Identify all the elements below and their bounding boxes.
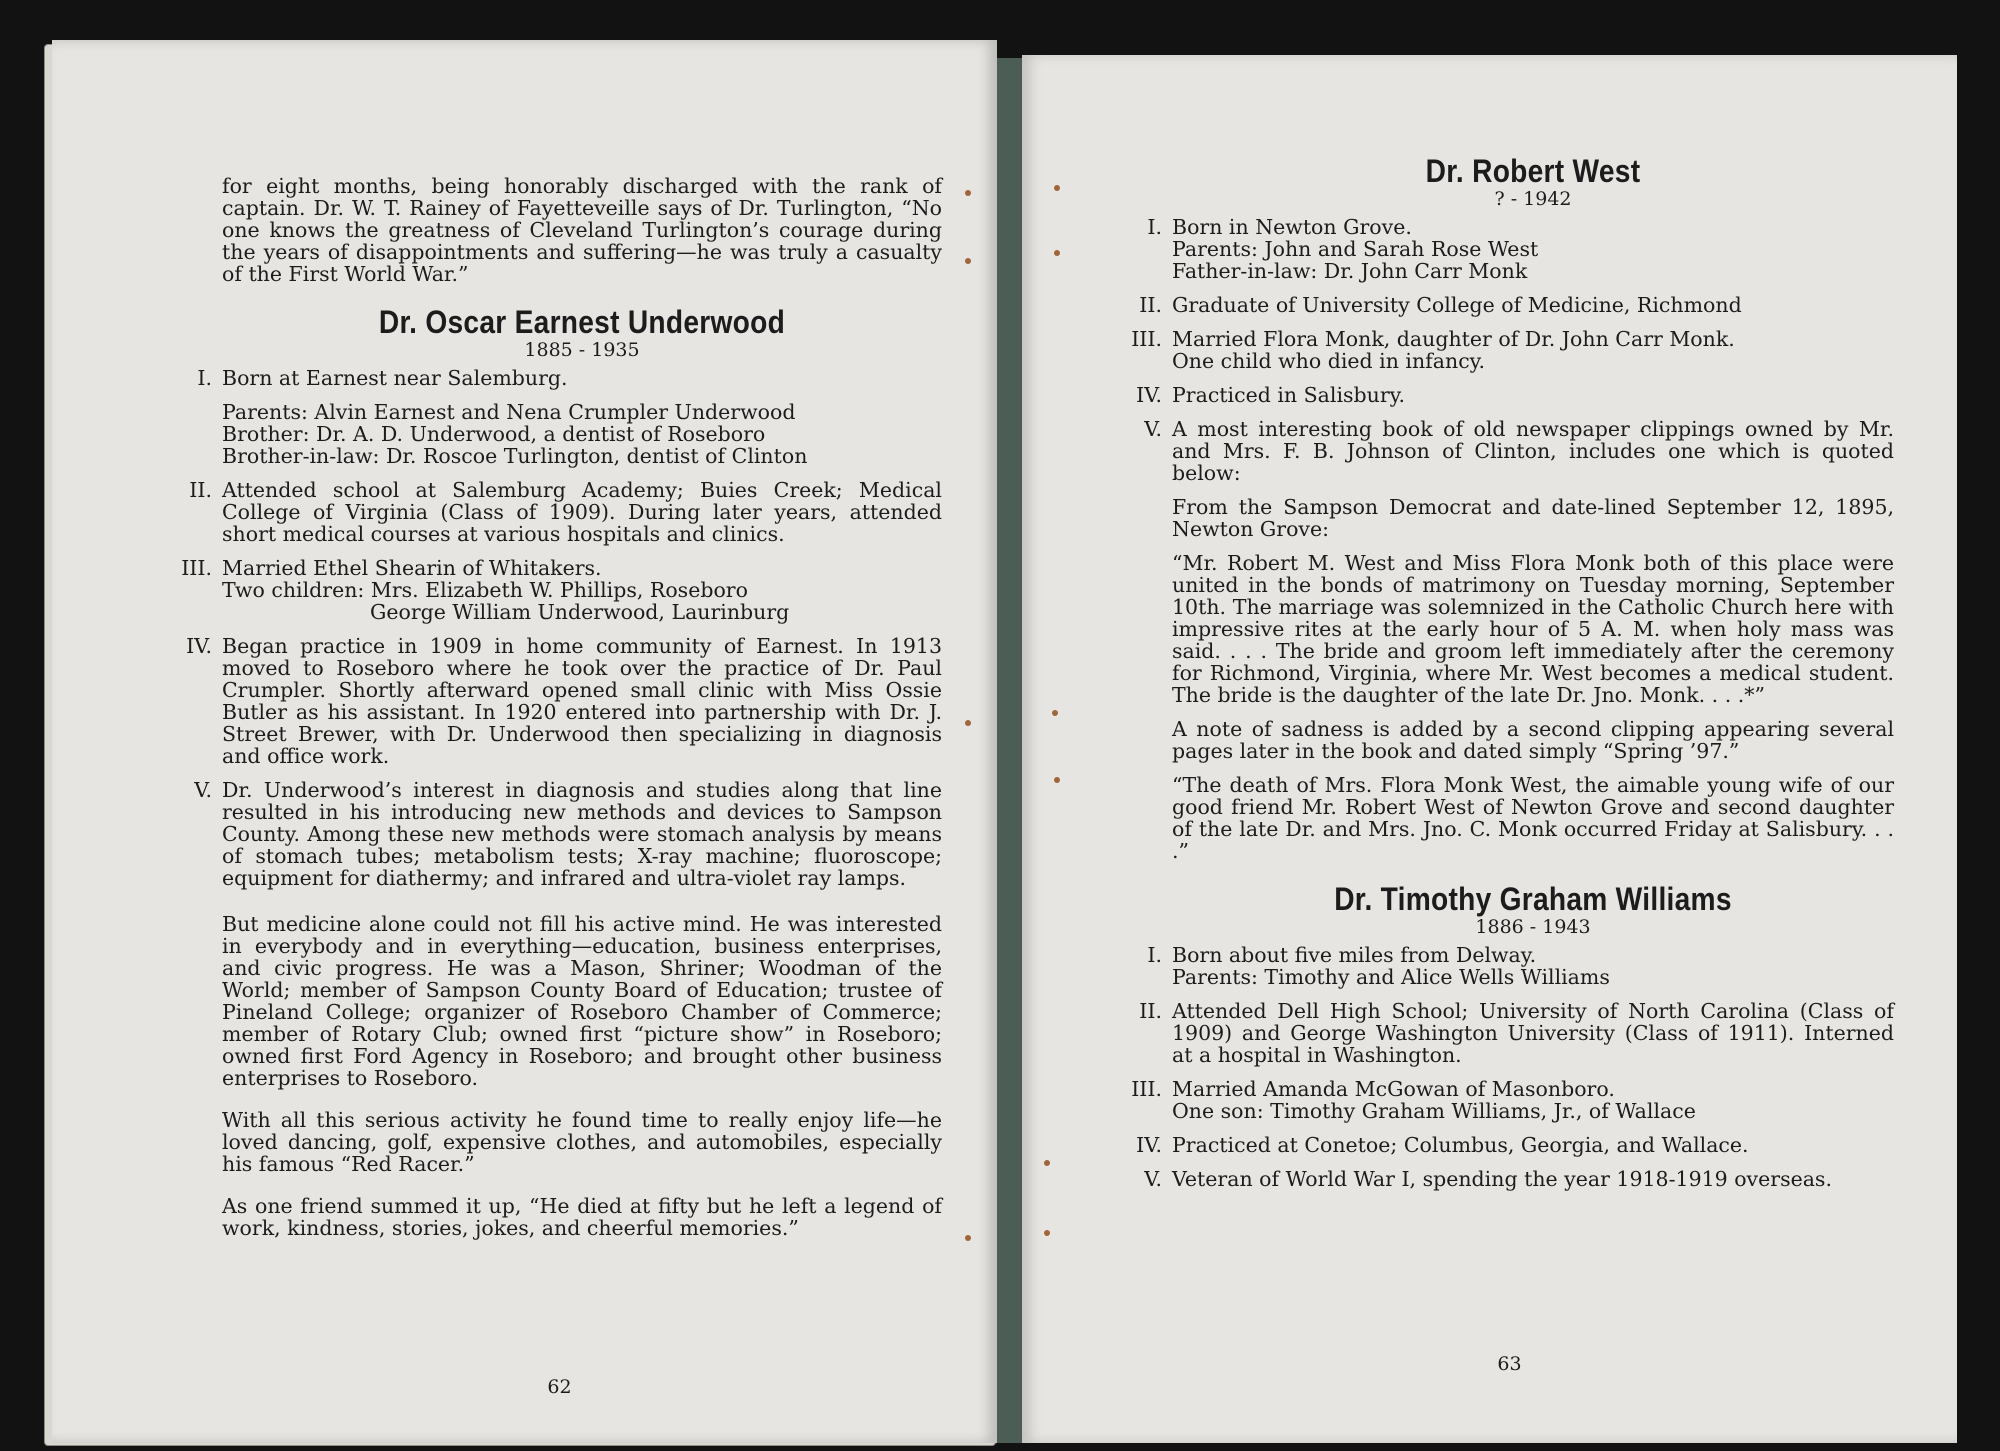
item-text: Began practice in 1909 in home community of Earnest. In 1913 moved to Roseboro where he took over the practice of Dr. Paul Crumpler. Shortly afterward opened small clinic with Miss Ossie Butler as his assistant. In 1920 entered into partnership with Dr. J. Street Brewer, with Dr. Underwood then specializing in diagnosis and office work. (222, 634, 942, 768)
item-number: I. (197, 366, 212, 390)
intro-paragraph: for eight months, being honorably discharged with the rank of captain. Dr. W. T. Rainey of Fayetteveille says of Dr. Turlington, “No one knows the greatness of Cleveland Turlington’s courage during the years of disappointments and suffering—he was truly a casualty of the First World War.” (222, 174, 942, 286)
clipping-paragraph: From the Sampson Democrat and date-lined September 12, 1895, Newton Grove: (1172, 495, 1894, 541)
item-line: Born at Earnest near Salemburg. (222, 366, 568, 390)
section-heading: Dr. Oscar Earnest Underwood (378, 304, 786, 340)
list-item (1144, 1167, 1894, 1191)
item-number: II. (189, 478, 212, 502)
item-number: III. (1131, 1077, 1162, 1101)
item-number: I. (1147, 215, 1162, 239)
list-item (197, 366, 942, 390)
clipping-paragraph: “The death of Mrs. Flora Monk West, the aimable young wife of our good friend Mr. Robert West of Newton Grove and second daughter of the late Dr. and Mrs. Jno. C. Monk occurred Friday at Salisbury. . . .” (1172, 773, 1894, 863)
item-line: Married Ethel Shearin of Whitakers. (222, 556, 602, 580)
item-line: Born about five miles from Delway. (1172, 943, 1537, 967)
item-number: II. (1139, 293, 1162, 317)
item-line: Born in Newton Grove. (1172, 215, 1412, 239)
item-line: Parents: Alvin Earnest and Nena Crumpler Underwood (222, 400, 796, 424)
page-number: 62 (547, 1376, 572, 1398)
item-line: Parents: John and Sarah Rose West (1172, 237, 1539, 261)
life-years: ? - 1942 (1494, 188, 1572, 210)
item-number: I. (1147, 943, 1162, 967)
margin-mark (1054, 185, 1060, 191)
body-paragraph: With all this serious activity he found time to really enjoy life—he loved dancing, golf, expensive clothes, and automobiles, especially his famous “Red Racer.” (222, 1108, 942, 1176)
margin-mark (1044, 1230, 1050, 1236)
list-item (181, 556, 942, 624)
clipping-paragraph: “Mr. Robert M. West and Miss Flora Monk both of this place were united in the bonds of matrimony on Tuesday morning, September 10th. The marriage was solemnized in the Catholic Church here with impressive rites at the early hour of 5 A. M. when holy mass was said. . . . The bride and groom left immediately after the ceremony for Richmond, Virginia, where Mr. West becomes a medical student. The bride is the daughter of the late Dr. Jno. Monk. . . .*” (1172, 551, 1894, 707)
life-years: 1885 - 1935 (524, 339, 640, 361)
item-line: One child who died in infancy. (1172, 349, 1486, 373)
item-number: IV. (186, 634, 212, 658)
margin-mark (965, 190, 971, 196)
list-item (1131, 1077, 1894, 1123)
item-line: Practiced in Salisbury. (1172, 383, 1406, 407)
margin-mark (965, 258, 971, 264)
item-line: Father-in-law: Dr. John Carr Monk (1172, 259, 1528, 283)
item-line: Graduate of University College of Medicine, Richmond (1172, 293, 1742, 317)
item-number: V. (194, 778, 212, 802)
margin-mark (1052, 710, 1058, 716)
list-item (1139, 999, 1894, 1067)
clipping-paragraph: A note of sadness is added by a second clipping appearing several pages later in the book and dated simply “Spring ’97.” (1172, 717, 1894, 763)
right-page-content (1131, 153, 1894, 1202)
list-item (1136, 383, 1894, 407)
item-line: Two children: Mrs. Elizabeth W. Phillips, Roseboro (222, 578, 748, 602)
life-years: 1886 - 1943 (1475, 916, 1591, 938)
item-number: IV. (1136, 1133, 1162, 1157)
left-page (52, 40, 997, 1443)
margin-mark (1054, 250, 1060, 256)
list-item (1144, 417, 1894, 485)
item-line: Married Amanda McGowan of Masonboro. (1172, 1077, 1615, 1101)
section-heading: Dr. Robert West (1425, 153, 1641, 189)
list-item (186, 634, 942, 768)
margin-mark (1044, 1160, 1050, 1166)
item-line: Practiced at Conetoe; Columbus, Georgia, and Wallace. (1172, 1133, 1749, 1157)
item-line: Parents: Timothy and Alice Wells Williams (1172, 965, 1610, 989)
list-item (189, 478, 942, 546)
item-number: III. (1131, 327, 1162, 351)
list-item (1147, 943, 1894, 989)
list-item (1139, 293, 1894, 317)
margin-mark (1054, 777, 1060, 783)
item-line: George William Underwood, Laurinburg (370, 600, 790, 624)
item-number: II. (1139, 999, 1162, 1023)
item-text: A most interesting book of old newspaper clippings owned by Mr. and Mrs. F. B. Johnson of Clinton, includes one which is quoted below: (1172, 417, 1894, 485)
item-line: Brother: Dr. A. D. Underwood, a dentist of Roseboro (222, 422, 766, 446)
item-line: Brother-in-law: Dr. Roscoe Turlington, dentist of Clinton (222, 444, 808, 468)
list-item (1147, 215, 1894, 283)
item-line: Married Flora Monk, daughter of Dr. John Carr Monk. (1172, 327, 1735, 351)
item-text: Attended Dell High School; University of North Carolina (Class of 1909) and George Washington University (Class of 1911). Interned at a hospital in Washington. (1172, 999, 1894, 1067)
left-page-content (181, 174, 942, 1251)
list-item (222, 401, 942, 467)
item-number: V. (1144, 1167, 1162, 1191)
right-page (1022, 55, 1957, 1443)
list-item (194, 778, 942, 890)
item-text: Attended school at Salemburg Academy; Buies Creek; Medical College of Virginia (Class of 1909). During later years, attended short medical courses at various hospitals and clinics. (222, 478, 942, 546)
item-line: Veteran of World War I, spending the year 1918-1919 overseas. (1172, 1167, 1832, 1191)
list-item (1131, 327, 1894, 373)
margin-mark (965, 720, 971, 726)
item-line: One son: Timothy Graham Williams, Jr., of Wallace (1172, 1099, 1696, 1123)
section-heading: Dr. Timothy Graham Williams (1334, 881, 1732, 917)
item-number: V. (1144, 417, 1162, 441)
margin-mark (965, 1235, 971, 1241)
page-number: 63 (1497, 1353, 1522, 1375)
list-item (1136, 1133, 1894, 1157)
item-number: III. (181, 556, 212, 580)
body-paragraph: As one friend summed it up, “He died at fifty but he left a legend of work, kindness, stories, jokes, and cheerful memories.” (222, 1194, 942, 1240)
body-paragraph: But medicine alone could not fill his active mind. He was interested in everybody and in everything—education, business enterprises, and civic progress. He was a Mason, Shriner; Woodman of the World; member of Sampson County Board of Education; trustee of Pineland College; organizer of Roseboro Chamber of Commerce; member of Rotary Club; owned first “picture show” in Roseboro; owned first Ford Agency in Roseboro; and brought other business enterprises to Roseboro. (222, 912, 942, 1090)
item-text: Dr. Underwood’s interest in diagnosis and studies along that line resulted in his introducing new methods and devices to Sampson County. Among these new methods were stomach analysis by means of stomach tubes; metabolism tests; X-ray machine; fluoroscope; equipment for diathermy; and infrared and ultra-violet ray lamps. (222, 778, 942, 890)
item-number: IV. (1136, 383, 1162, 407)
